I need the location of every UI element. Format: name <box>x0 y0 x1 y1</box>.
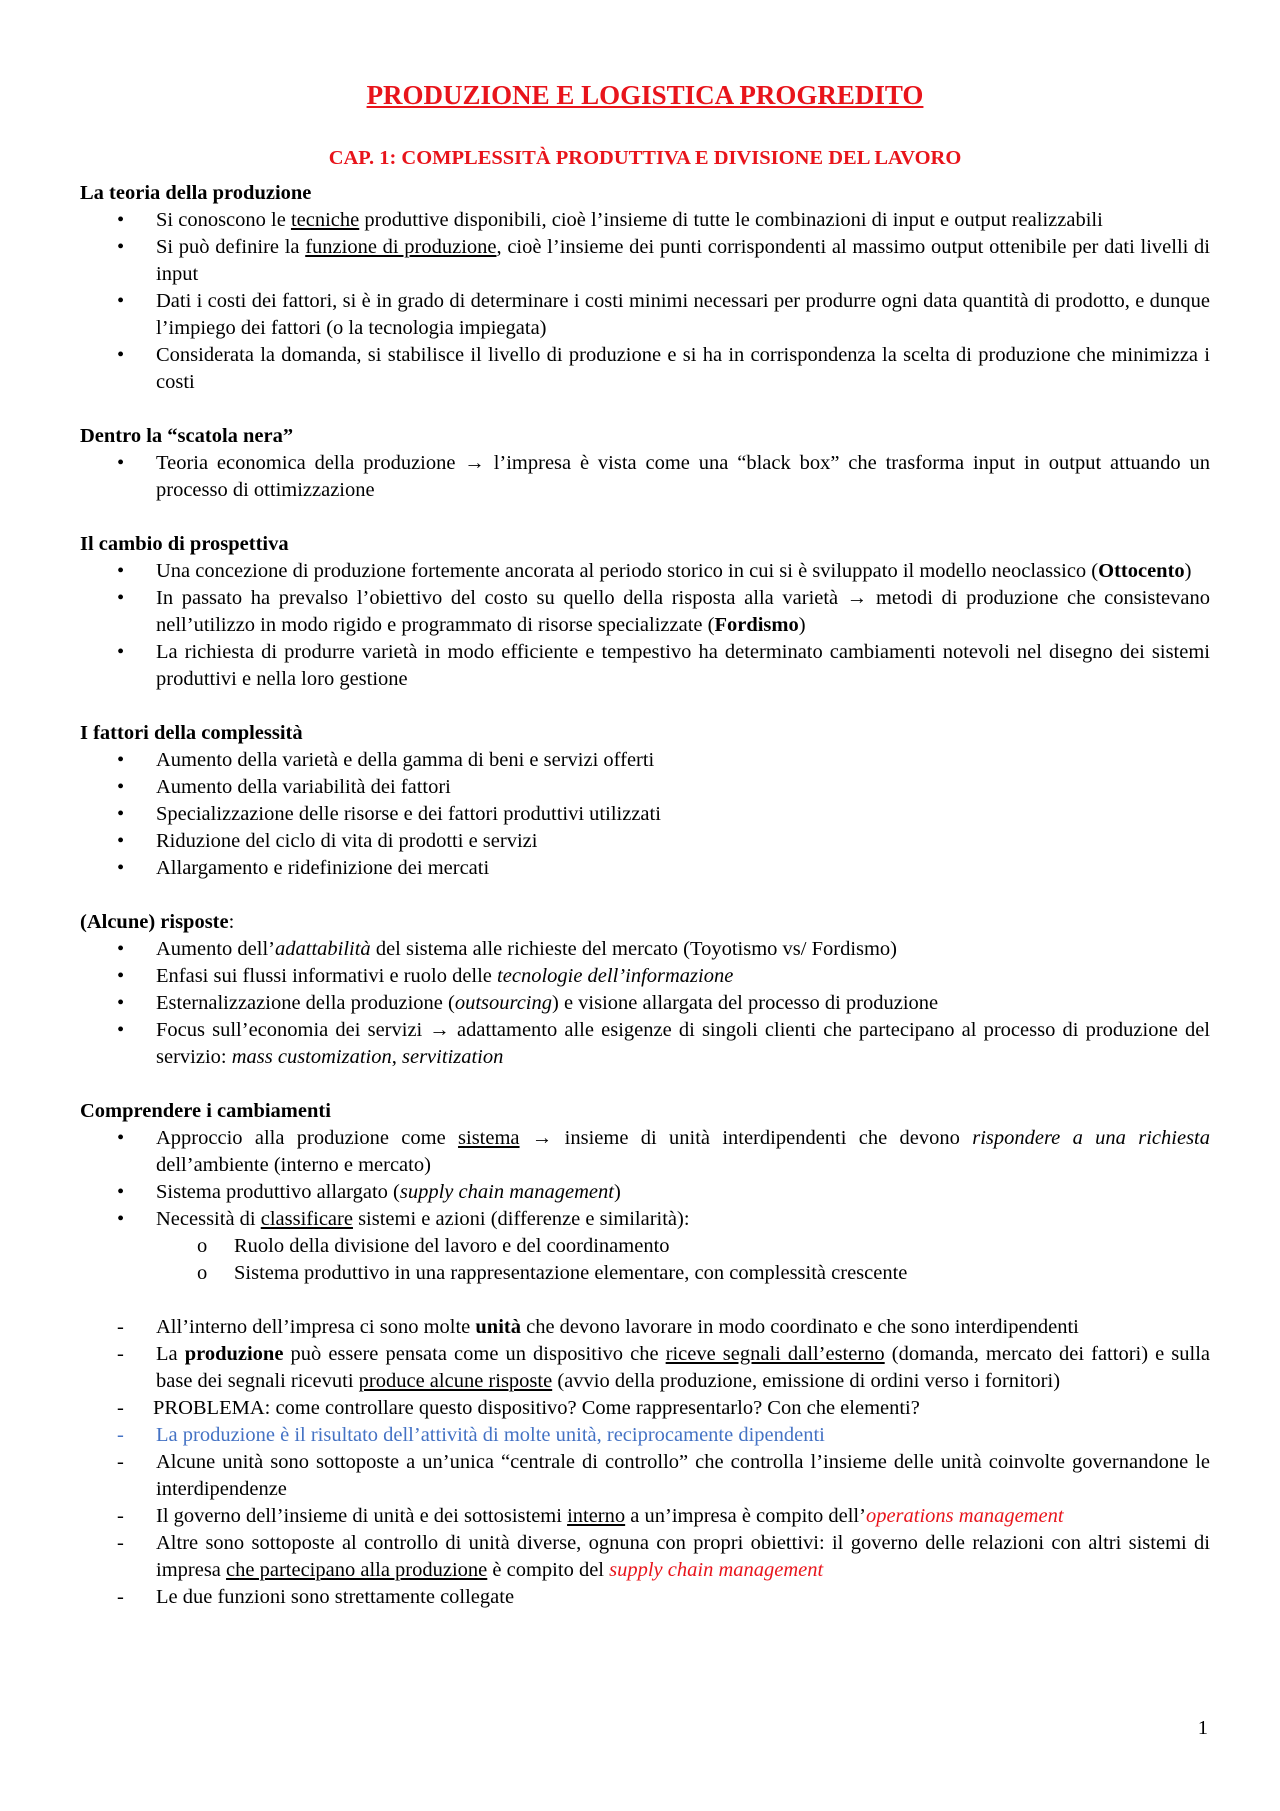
bullet-list <box>80 450 1210 504</box>
dash-item: - Altre sono sottoposte al controllo di unità diverse, ognuna con propri obiettivi: il governo delle relazioni con altri sistemi di impresa che partecipano alla produzione è compito del supply chain management <box>80 1530 1210 1584</box>
list-item: • Considerata la domanda, si stabilisce il livello di produzione e si ha in corrispondenza la scelta di produzione che minimizza i costi <box>80 342 1210 396</box>
sub-list-item: o Sistema produttivo in una rappresentazione elementare, con complessità crescente <box>80 1260 1210 1287</box>
dash-item: - Alcune unità sono sottoposte a un’unica “centrale di controllo” che controlla l’insieme delle unità coinvolte governandone le interdipendenze <box>80 1449 1210 1503</box>
list-item: • Dati i costi dei fattori, si è in grado di determinare i costi minimi necessari per produrre ogni data quantità di prodotto, e dunque l’impiego dei fattori (o la tecnologia impiegata) <box>80 288 1210 342</box>
document-body <box>80 180 1210 1611</box>
dash-item: - La produzione può essere pensata come un dispositivo che riceve segnali dall’esterno (domanda, mercato dei fattori) e sulla base dei segnali ricevuti produce alcune risposte (avvio della produzione, emissione di ordini verso i fornitori) <box>80 1341 1210 1395</box>
dash-item: - Le due funzioni sono strettamente collegate <box>80 1584 1210 1611</box>
list-item: • Allargamento e ridefinizione dei mercati <box>80 855 1210 882</box>
list-item: • Aumento della variabilità dei fattori <box>80 774 1210 801</box>
list-item: • La richiesta di produrre varietà in modo efficiente e tempestivo ha determinato cambiamenti notevoli nel disegno dei sistemi produttivi e nella loro gestione <box>80 639 1210 693</box>
list-item: • Teoria economica della produzione → l’impresa è vista come una “black box” che trasforma input in output attuando un processo di ottimizzazione <box>80 450 1210 504</box>
section-heading: (Alcune) risposte: <box>80 911 235 933</box>
section-cambio-prospettiva <box>80 531 1210 693</box>
list-item: • Approccio alla produzione come sistema → insieme di unità interdipendenti che devono rispondere a una richiesta dell’ambiente (interno e mercato) <box>80 1125 1210 1179</box>
section-fattori-complessita <box>80 720 1210 882</box>
list-item: • Esternalizzazione della produzione (outsourcing) e visione allargata del processo di produzione <box>80 990 1210 1017</box>
bullet-list <box>80 747 1210 882</box>
chapter-title: CAP. 1: COMPLESSITÀ PRODUTTIVA E DIVISIONE DEL LAVORO <box>328 147 962 169</box>
bullet-list <box>80 207 1210 396</box>
bullet-list <box>80 1125 1210 1287</box>
section-teoria-produzione <box>80 180 1210 396</box>
list-item: • In passato ha prevalso l’obiettivo del costo su quello della risposta alla varietà → metodi di produzione che consistevano nell’utilizzo in modo rigido e programmato di risorse specializzate (Fordismo) <box>80 585 1210 639</box>
dash-item-highlight: - La produzione è il risultato dell’attività di molte unità, reciprocamente dipendenti <box>80 1422 1210 1449</box>
section-scatola-nera <box>80 423 1210 504</box>
section-heading: Comprendere i cambiamenti <box>80 1100 331 1122</box>
dash-item: - PROBLEMA: come controllare questo dispositivo? Come rappresentarlo? Con che elementi? <box>80 1395 1210 1422</box>
list-item: • Si può definire la funzione di produzione, cioè l’insieme dei punti corrispondenti al massimo output ottenibile per dati livelli di input <box>80 234 1210 288</box>
dash-item: - Il governo dell’insieme di unità e dei sottosistemi interno a un’impresa è compito dell’operations management <box>80 1503 1210 1530</box>
section-comprendere-cambiamenti <box>80 1098 1210 1287</box>
sub-list-item: o Ruolo della divisione del lavoro e del coordinamento <box>80 1233 1210 1260</box>
list-item: • Si conoscono le tecniche produttive disponibili, cioè l’insieme di tutte le combinazioni di input e output realizzabili <box>80 207 1210 234</box>
document-title: PRODUZIONE E LOGISTICA PROGREDITO <box>366 80 924 110</box>
section-risposte <box>80 909 1210 1071</box>
list-item: • Focus sull’economia dei servizi → adattamento alle esigenze di singoli clienti che partecipano al processo di produzione del servizio: mass customization, servitization <box>80 1017 1210 1071</box>
list-item: • Enfasi sui flussi informativi e ruolo delle tecnologie dell’informazione <box>80 963 1210 990</box>
dash-list <box>80 1314 1210 1611</box>
section-heading: I fattori della complessità <box>80 722 303 744</box>
dash-item: - All’interno dell’impresa ci sono molte unità che devono lavorare in modo coordinato e che sono interdipendenti <box>80 1314 1210 1341</box>
list-item: • Necessità di classificare sistemi e azioni (differenze e similarità): <box>80 1206 1210 1233</box>
section-heading: La teoria della produzione <box>80 182 312 204</box>
section-heading: Dentro la “scatola nera” <box>80 425 294 447</box>
list-item: • Aumento della varietà e della gamma di beni e servizi offerti <box>80 747 1210 774</box>
list-item: • Riduzione del ciclo di vita di prodotti e servizi <box>80 828 1210 855</box>
page-number: 1 <box>1197 1717 1208 1739</box>
list-item: • Una concezione di produzione fortemente ancorata al periodo storico in cui si è sviluppato il modello neoclassico (Ottocento) <box>80 558 1210 585</box>
bullet-list <box>80 558 1210 693</box>
section-heading: Il cambio di prospettiva <box>80 533 289 555</box>
bullet-list <box>80 936 1210 1071</box>
section-dash-notes <box>80 1314 1210 1611</box>
list-item: • Sistema produttivo allargato (supply chain management) <box>80 1179 1210 1206</box>
list-item: • Aumento dell’adattabilità del sistema alle richieste del mercato (Toyotismo vs/ Fordismo) <box>80 936 1210 963</box>
list-item: • Specializzazione delle risorse e dei fattori produttivi utilizzati <box>80 801 1210 828</box>
